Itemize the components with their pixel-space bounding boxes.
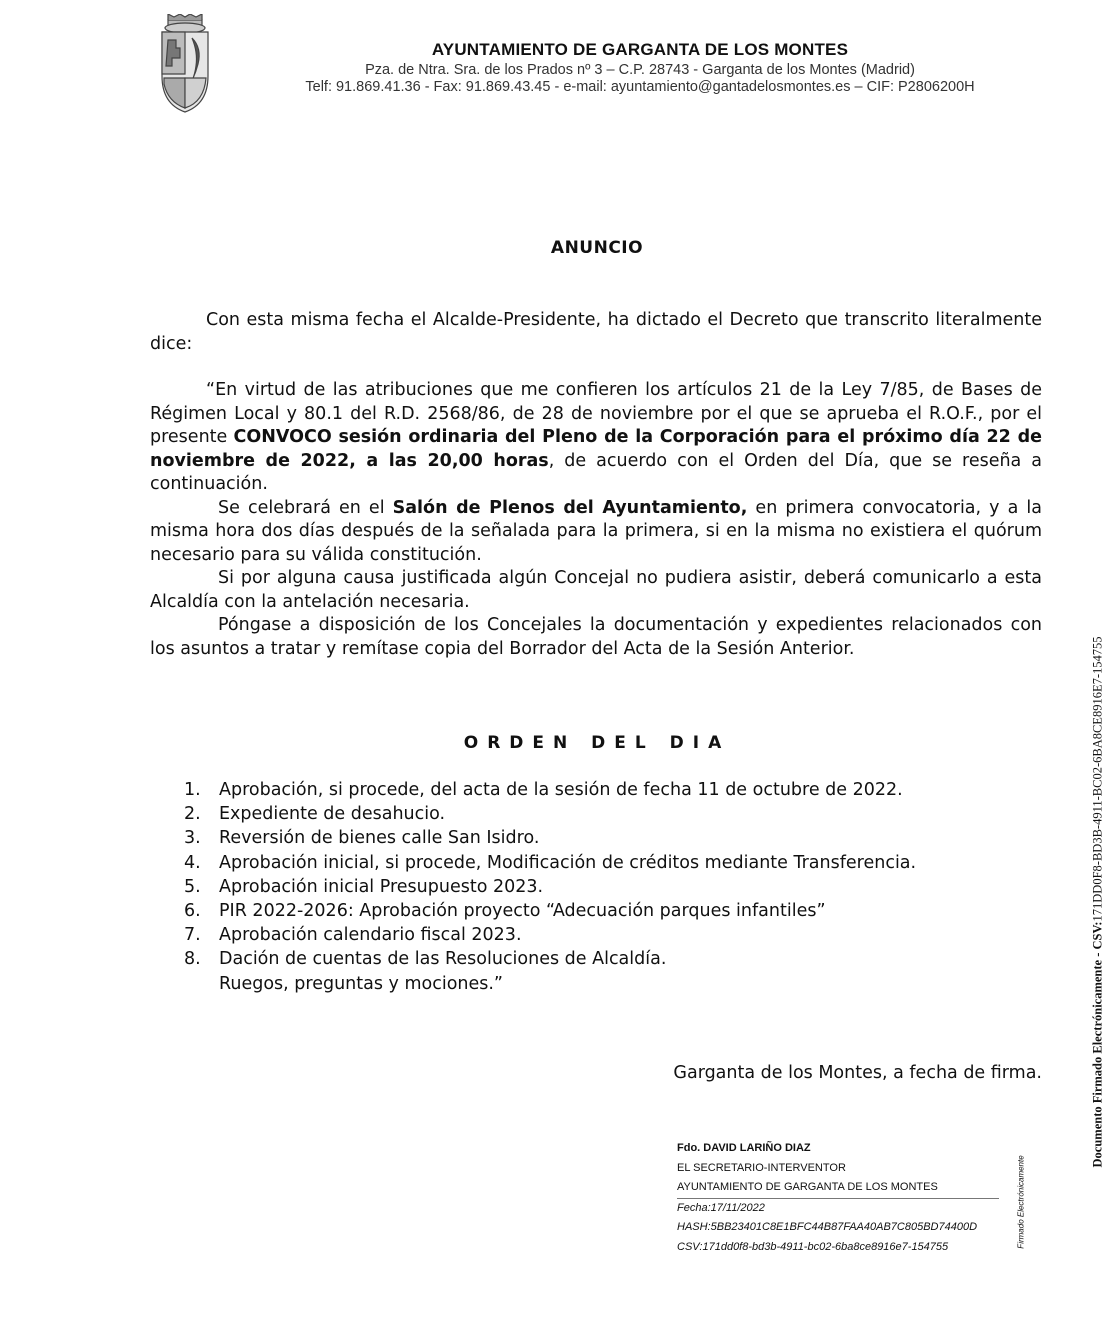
intro-paragraph [150,309,1042,356]
decree-p1-start: “En virtud de las atribuciones que me confieren los artículos 21 de la Ley 7/85, de Bases de Régimen Local y 80.1 del R.D. 2568/86, de 28 de noviembre por el que se aprueba el R.O.F., por el presente [150,380,1042,447]
electronic-signature-label [1016,1152,1026,1252]
item-text: Aprobación inicial, si procede, Modificación de créditos mediante Transferencia. [219,852,917,873]
side-stamp-text [1091,637,1106,1168]
item-number: 1. [184,780,201,800]
organization-name: AYUNTAMIENTO DE GARGANTA DE LOS MONTES [431,40,849,59]
list-item [184,778,1044,802]
side-stamp-code: 171DD0F8-BD3B-4911-BC02-6BA8CE8916E7-154755 [1090,636,1105,922]
agenda-list [184,778,1044,996]
agenda-title: ORDEN DEL DIA [463,733,731,753]
item-number: 2. [184,804,201,825]
decree-p2-start: Se celebrará en el [218,497,393,518]
signer-name: Fdo. DAVID LARIÑO DIAZ [677,1142,811,1154]
signature-csv: CSV:171dd0f8-bd3b-4911-bc02-6ba8ce8916e7-154755 [677,1240,949,1253]
decree-paragraph-1 [150,379,1042,497]
decree-p1-end: , de acuerdo con el Orden del Día, que se reseña a continuación. [150,450,1043,494]
decree-paragraph-2 [150,497,1042,568]
list-item [184,875,1044,899]
place-and-date: Garganta de los Montes, a fecha de firma. [673,1063,1042,1083]
document-title: ANUNCIO [550,238,644,258]
decree-p2-end: en primera convocatoria, y a la misma hora dos días después de la señalada para la primera, si en la misma no existiera el quórum necesario para su válida constitución. [150,497,1042,565]
organization-contact: Telf: 91.869.41.36 - Fax: 91.869.43.45 - e-mail: ayuntamiento@gantadelosmontes.es – CIF: P2806200H [305,79,975,95]
signature-hash: HASH:5BB23401C8E1BFC44B87FAA40AB7C805BD74400D [677,1221,978,1233]
intro-text: Con esta misma fecha el Alcalde-Presidente, ha dictado el Decreto que transcrito literalmente dice: [150,310,1042,354]
list-item [184,923,1044,947]
item-number: 3. [184,828,201,849]
item-number: 8. [184,949,201,970]
signature-date: Fecha:17/11/2022 [677,1201,765,1214]
item-text: Aprobación inicial Presupuesto 2023. [219,876,544,897]
decree-paragraph-4: Póngase a disposición de los Concejales la documentación y expedientes relacionados con los asuntos a tratar y remítase copia del Borrador del Acta de la Sesión Anterior. [150,615,1042,659]
item-number: 6. [184,901,201,922]
list-item [184,899,1044,923]
item-text: Aprobación, si procede, del acta de la sesión de fecha 11 de octubre de 2022. [219,780,903,800]
item-number: 7. [184,925,201,946]
decree-p1-convocation: CONVOCO sesión ordinaria del Pleno de la Corporación para el próximo día 22 de noviembre de 2022, a las 20,00 horas [150,427,1043,471]
item-text: PIR 2022-2026: Aprobación proyecto “Adecuación parques infantiles” [219,901,826,922]
item-number: 4. [184,852,201,873]
item-text: Expediente de desahucio. [219,804,446,825]
list-item [184,802,1044,826]
list-item [184,826,1044,850]
item-text: Reversión de bienes calle San Isidro. [219,828,540,849]
list-item [184,947,1044,971]
signer-municipality: AYUNTAMIENTO DE GARGANTA DE LOS MONTES [677,1178,999,1199]
decree-p2-location: Salón de Plenos del Ayuntamiento, [392,497,748,518]
decree-text [150,379,1042,661]
organization-address: Pza. de Ntra. Sra. de los Prados nº 3 – C.P. 28743 - Garganta de los Montes (Madrid) [365,62,915,78]
municipal-crest-logo [154,14,216,114]
item-number: 5. [184,876,201,897]
side-verification-stamp [1090,612,1106,1192]
item-text: Dación de cuentas de las Resoluciones de Alcaldía. [219,949,667,970]
letterhead [240,40,1040,95]
signature-block [677,1139,999,1257]
list-item [184,851,1044,875]
side-stamp-label: Documento Firmado Electrónicamente - CSV: [1090,921,1105,1168]
decree-paragraph-3: Si por alguna causa justificada algún Concejal no pudiera asistir, deberá comunicarlo a esta Alcaldía con la antelación necesaria. [150,568,1042,612]
item-text: Aprobación calendario fiscal 2023. [219,925,522,946]
list-item-closing: Ruegos, preguntas y mociones.” [219,973,503,994]
signer-role: EL SECRETARIO-INTERVENTOR [677,1161,846,1174]
electronic-signature-text: Firmado Electrónicamente [1016,1155,1026,1249]
